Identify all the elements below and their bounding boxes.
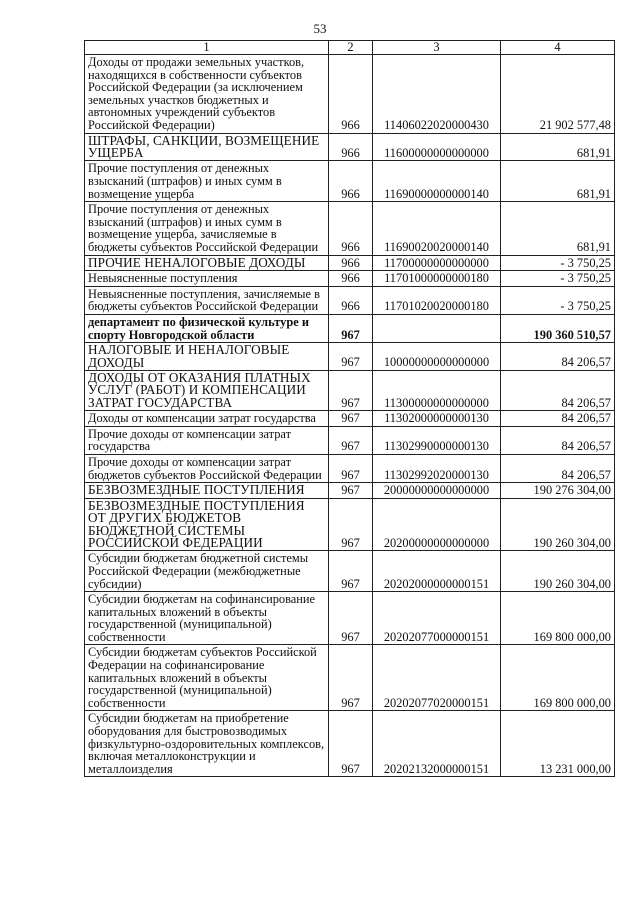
row-amount-cell: - 3 750,25 xyxy=(501,271,615,287)
row-name-cell: Невыясненные поступления xyxy=(85,271,329,287)
row-name-cell: Невыясненные поступления, зачисляемые в бюджеты субъектов Российской Федерации xyxy=(85,286,329,314)
row-admin-code-cell: 966 xyxy=(329,133,373,161)
table-row xyxy=(85,271,615,287)
table-row xyxy=(85,370,615,410)
column-header-admin: 2 xyxy=(329,41,373,55)
row-admin-code-cell: 967 xyxy=(329,314,373,342)
row-amount-cell: 190 260 304,00 xyxy=(501,498,615,551)
row-amount-cell: 169 800 000,00 xyxy=(501,592,615,645)
budget-income-table xyxy=(84,40,615,777)
row-classification-code-cell: 11690000000000140 xyxy=(373,161,501,202)
row-name-cell: Прочие доходы от компенсации затрат государства xyxy=(85,426,329,454)
row-admin-code-cell: 967 xyxy=(329,645,373,711)
table-row xyxy=(85,343,615,371)
row-admin-code-cell: 966 xyxy=(329,55,373,134)
table-row xyxy=(85,202,615,255)
table-row xyxy=(85,133,615,161)
table-row xyxy=(85,161,615,202)
row-admin-code-cell: 967 xyxy=(329,483,373,499)
row-classification-code-cell: 20202077020000151 xyxy=(373,645,501,711)
row-amount-cell: 84 206,57 xyxy=(501,343,615,371)
row-classification-code-cell: 11700000000000000 xyxy=(373,255,501,271)
row-classification-code-cell: 11302990000000130 xyxy=(373,426,501,454)
row-amount-cell: - 3 750,25 xyxy=(501,286,615,314)
row-name-cell: БЕЗВОЗМЕЗДНЫЕ ПОСТУПЛЕНИЯ ОТ ДРУГИХ БЮДЖЕТОВ БЮДЖЕТНОЙ СИСТЕМЫ РОССИЙСКОЙ ФЕДЕРАЦИИ xyxy=(85,498,329,551)
row-admin-code-cell: 967 xyxy=(329,411,373,427)
row-name-cell: ДОХОДЫ ОТ ОКАЗАНИЯ ПЛАТНЫХ УСЛУГ (РАБОТ) И КОМПЕНСАЦИИ ЗАТРАТ ГОСУДАРСТВА xyxy=(85,370,329,410)
page-number: 53 xyxy=(313,21,327,36)
row-admin-code-cell: 967 xyxy=(329,343,373,371)
row-amount-cell: 13 231 000,00 xyxy=(501,711,615,777)
row-amount-cell: 681,91 xyxy=(501,133,615,161)
row-amount-cell: 190 360 510,57 xyxy=(501,314,615,342)
row-admin-code-cell: 966 xyxy=(329,271,373,287)
table-row xyxy=(85,483,615,499)
row-name-cell: Доходы от компенсации затрат государства xyxy=(85,411,329,427)
row-amount-cell: 190 276 304,00 xyxy=(501,483,615,499)
row-admin-code-cell: 967 xyxy=(329,370,373,410)
table-row xyxy=(85,55,615,134)
row-name-cell: Субсидии бюджетам бюджетной системы Российской Федерации (межбюджетные субсидии) xyxy=(85,551,329,592)
row-classification-code-cell: 20202000000000151 xyxy=(373,551,501,592)
table-row xyxy=(85,645,615,711)
table-row xyxy=(85,498,615,551)
table-header-row xyxy=(85,41,615,55)
table-body xyxy=(85,55,615,777)
row-classification-code-cell: 11701000000000180 xyxy=(373,271,501,287)
row-admin-code-cell: 967 xyxy=(329,711,373,777)
row-admin-code-cell: 967 xyxy=(329,551,373,592)
row-admin-code-cell: 966 xyxy=(329,286,373,314)
table-row xyxy=(85,255,615,271)
row-amount-cell: 84 206,57 xyxy=(501,426,615,454)
row-admin-code-cell: 967 xyxy=(329,454,373,482)
table-row xyxy=(85,426,615,454)
row-amount-cell: 84 206,57 xyxy=(501,370,615,410)
table-row xyxy=(85,411,615,427)
table-row xyxy=(85,314,615,342)
row-admin-code-cell: 967 xyxy=(329,498,373,551)
row-admin-code-cell: 967 xyxy=(329,426,373,454)
row-classification-code-cell: 11302992020000130 xyxy=(373,454,501,482)
row-name-cell: ШТРАФЫ, САНКЦИИ, ВОЗМЕЩЕНИЕ УЩЕРБА xyxy=(85,133,329,161)
row-admin-code-cell: 966 xyxy=(329,255,373,271)
column-header-name: 1 xyxy=(85,41,329,55)
row-amount-cell: 681,91 xyxy=(501,202,615,255)
row-classification-code-cell: 11600000000000000 xyxy=(373,133,501,161)
row-amount-cell: 21 902 577,48 xyxy=(501,55,615,134)
table-row xyxy=(85,454,615,482)
row-name-cell: Прочие поступления от денежных взысканий (штрафов) и иных сумм в возмещение ущерба xyxy=(85,161,329,202)
row-admin-code-cell: 966 xyxy=(329,202,373,255)
row-name-cell: Прочие доходы от компенсации затрат бюджетов субъектов Российской Федерации xyxy=(85,454,329,482)
table-row xyxy=(85,592,615,645)
row-classification-code-cell: 20202132000000151 xyxy=(373,711,501,777)
row-amount-cell: 681,91 xyxy=(501,161,615,202)
row-classification-code-cell: 20200000000000000 xyxy=(373,498,501,551)
row-amount-cell: 84 206,57 xyxy=(501,411,615,427)
row-name-cell: ПРОЧИЕ НЕНАЛОГОВЫЕ ДОХОДЫ xyxy=(85,255,329,271)
row-name-cell: департамент по физической культуре и спорту Новгородской области xyxy=(85,314,329,342)
column-header-amount: 4 xyxy=(501,41,615,55)
row-classification-code-cell: 10000000000000000 xyxy=(373,343,501,371)
row-classification-code-cell: 11302000000000130 xyxy=(373,411,501,427)
row-name-cell: Субсидии бюджетам на софинансирование капитальных вложений в объекты государственной (муниципальной) собственности xyxy=(85,592,329,645)
row-admin-code-cell: 967 xyxy=(329,592,373,645)
row-name-cell: НАЛОГОВЫЕ И НЕНАЛОГОВЫЕ ДОХОДЫ xyxy=(85,343,329,371)
row-amount-cell: 84 206,57 xyxy=(501,454,615,482)
row-classification-code-cell xyxy=(373,314,501,342)
row-amount-cell: 169 800 000,00 xyxy=(501,645,615,711)
row-classification-code-cell: 11300000000000000 xyxy=(373,370,501,410)
row-admin-code-cell: 966 xyxy=(329,161,373,202)
row-classification-code-cell: 11690020020000140 xyxy=(373,202,501,255)
row-name-cell: Прочие поступления от денежных взысканий (штрафов) и иных сумм в возмещение ущерба, зачисляемые в бюджеты субъектов Российской Федерации xyxy=(85,202,329,255)
table-row xyxy=(85,551,615,592)
row-classification-code-cell: 20000000000000000 xyxy=(373,483,501,499)
column-header-code: 3 xyxy=(373,41,501,55)
row-name-cell: Субсидии бюджетам субъектов Российской Федерации на софинансирование капитальных вложений в объекты государственной (муниципальной) собственности xyxy=(85,645,329,711)
table-row xyxy=(85,711,615,777)
row-classification-code-cell: 11701020020000180 xyxy=(373,286,501,314)
row-name-cell: Доходы от продажи земельных участков, находящихся в собственности субъектов Российской Федерации (за исключением земельных участков бюджетных и автономных учреждений субъектов Российской Федерации) xyxy=(85,55,329,134)
row-name-cell: Субсидии бюджетам на приобретение оборудования для быстровозводимых физкультурно-оздоровительных комплексов, включая металлоконструкции и металлоизделия xyxy=(85,711,329,777)
table-row xyxy=(85,286,615,314)
row-name-cell: БЕЗВОЗМЕЗДНЫЕ ПОСТУПЛЕНИЯ xyxy=(85,483,329,499)
row-classification-code-cell: 11406022020000430 xyxy=(373,55,501,134)
row-amount-cell: - 3 750,25 xyxy=(501,255,615,271)
row-amount-cell: 190 260 304,00 xyxy=(501,551,615,592)
row-classification-code-cell: 20202077000000151 xyxy=(373,592,501,645)
